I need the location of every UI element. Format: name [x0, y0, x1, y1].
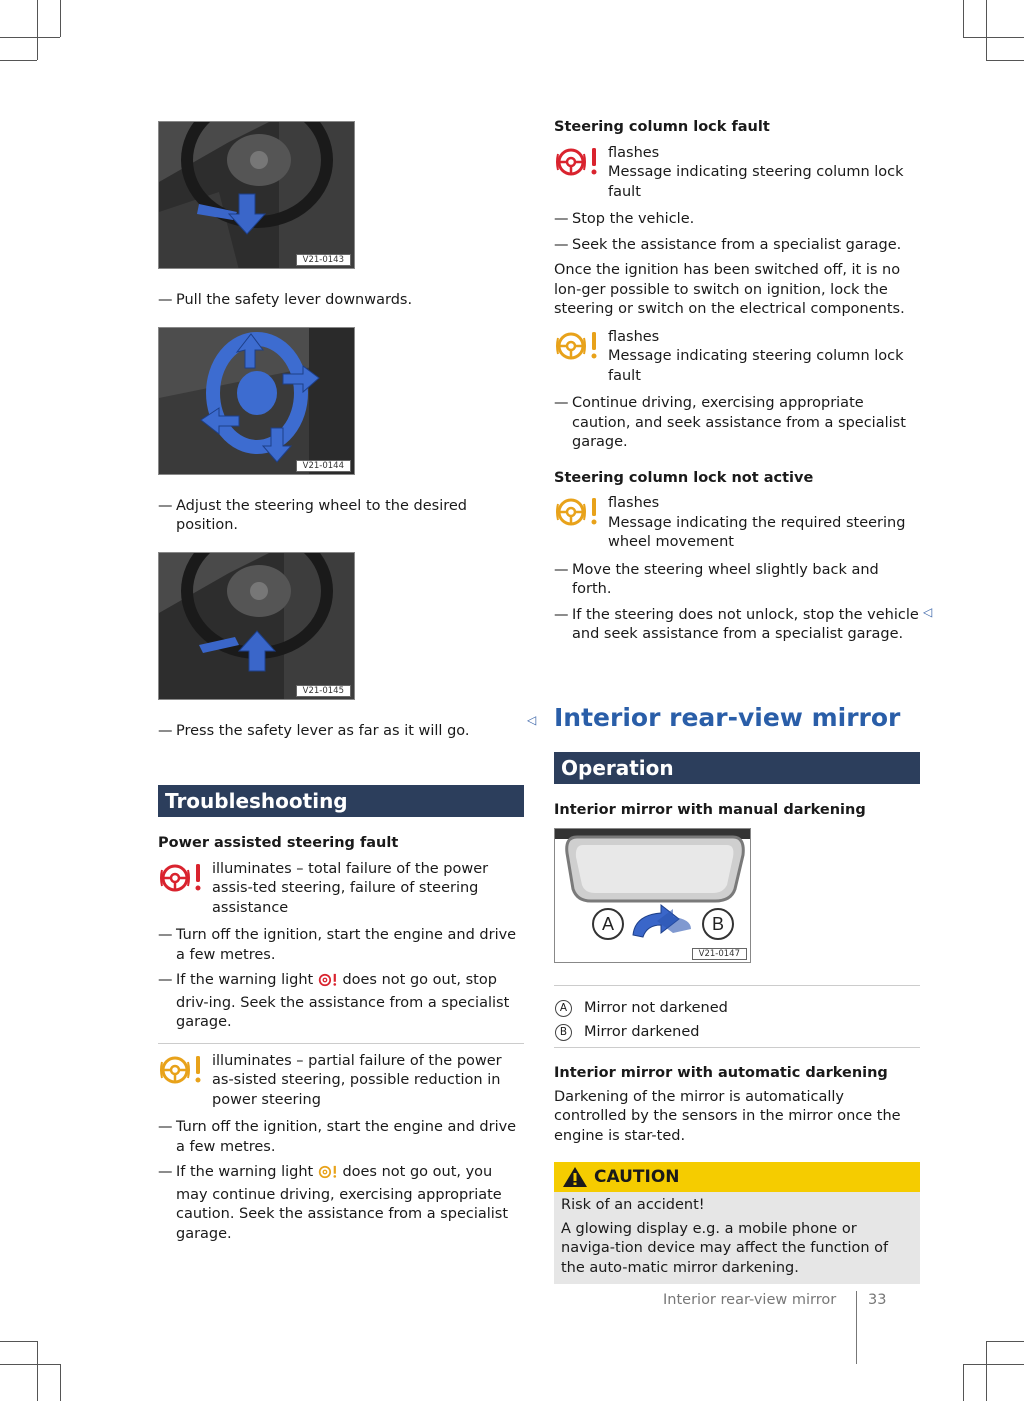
warning-flashes: flashes [608, 495, 660, 511]
step-item [158, 722, 524, 742]
footer-rule [856, 1291, 857, 1364]
steering-warning-yellow-icon [556, 330, 600, 369]
dash-bullet: — [554, 395, 569, 411]
end-marker-icon: ◁ [923, 605, 933, 619]
caution-line: Risk of an accident! [561, 1197, 705, 1213]
step-item [158, 291, 524, 311]
step-item [158, 497, 524, 536]
steering-warning-red-icon [318, 973, 338, 994]
figure-code: V21-0144 [296, 460, 351, 472]
caution-body [554, 1192, 920, 1284]
caution-line: A glowing display e.g. a mobile phone or naviga-tion device may affect the function of the auto-matic mirror darkening. [561, 1220, 889, 1276]
crop-mark [0, 60, 37, 61]
subhead-auto-darkening: Interior mirror with automatic darkening [554, 1065, 888, 1081]
step-text: Seek the assistance from a specialist garage. [572, 236, 902, 253]
crop-mark [963, 0, 964, 37]
dash-bullet: — [554, 236, 569, 253]
crop-mark [60, 1364, 61, 1401]
dash-bullet: — [554, 561, 569, 578]
step-item [554, 606, 920, 645]
warning-row-red [554, 144, 920, 203]
step-item [554, 561, 920, 600]
right-column [554, 118, 920, 1284]
warning-message: Message indicating steering column lock fault [608, 164, 904, 200]
caution-title: CAUTION [594, 1167, 680, 1187]
steering-adjust-figure [158, 327, 355, 475]
step-text: Continue driving, exercising appropriate caution, and seek assistance from a specialist garage. [572, 395, 906, 450]
warning-text: illuminates – total failure of the power assis-ted steering, failure of steering assistance [212, 860, 489, 916]
steering-warning-red-icon [160, 862, 204, 901]
warning-text: illuminates – partial failure of the power as-sisted steering, possible reduction in power steering [212, 1052, 502, 1108]
crop-mark [963, 37, 1024, 38]
step-item [554, 210, 920, 230]
step-text: Turn off the ignition, start the engine and drive a few metres. [176, 1119, 517, 1155]
warning-message: Message indicating steering column lock fault [608, 348, 904, 384]
caution-header [554, 1162, 920, 1192]
step-text: If the warning light [176, 1164, 314, 1180]
step-text: Move the steering wheel slightly back and forth. [572, 561, 879, 597]
steering-warning-yellow-icon [160, 1054, 204, 1093]
legend-key: A [555, 1000, 572, 1017]
dash-bullet: — [158, 972, 173, 988]
dash-bullet: — [554, 211, 569, 227]
divider [158, 1043, 524, 1111]
steering-warning-red-icon [556, 146, 600, 185]
caution-box [554, 1162, 920, 1284]
legend-key: B [555, 1024, 572, 1041]
subhead-power-steering-fault: Power assisted steering fault [158, 835, 399, 851]
footer-page-number: 33 [868, 1292, 887, 1308]
warning-row-red [158, 860, 524, 919]
crop-mark [963, 1364, 964, 1401]
crop-mark [37, 1341, 38, 1401]
steering-lever-down-figure [158, 121, 355, 269]
step-item [158, 1163, 524, 1244]
warning-row-yellow [554, 494, 920, 553]
mirror-figure [554, 828, 751, 963]
paragraph: Once the ignition has been switched off, it is no lon-ger possible to switch on ignition, lock the steering or switch on the electrical components. [554, 262, 905, 317]
step-item [554, 236, 920, 256]
step-text: Adjust the steering wheel to the desired position. [176, 497, 467, 533]
step-text: Stop the vehicle. [572, 211, 695, 227]
crop-mark [37, 0, 38, 60]
warning-flashes: flashes [608, 144, 660, 161]
dash-bullet: — [158, 292, 173, 308]
crop-mark [60, 0, 61, 37]
section-bar-operation: Operation [554, 752, 920, 784]
figure-code: V21-0145 [296, 685, 351, 697]
crop-mark [0, 37, 60, 38]
footer-section-name: Interior rear-view mirror [663, 1292, 837, 1308]
figure-label-a: A [601, 914, 615, 934]
crop-mark [0, 1364, 60, 1365]
warning-message: Message indicating the required steering wheel movement [608, 514, 906, 550]
legend-text: Mirror not darkened [584, 1000, 728, 1016]
step-text: If the warning light [176, 972, 314, 988]
dash-bullet: — [158, 497, 173, 514]
subhead-lock-fault: Steering column lock fault [554, 119, 770, 135]
auto-darkening-text: Darkening of the mirror is automatically controlled by the sensors in the mirror once the engine is star-ted. [554, 1088, 901, 1144]
step-text: Pull the safety lever downwards. [176, 292, 413, 308]
page-heading-mirror: Interior rear-view mirror [554, 702, 901, 732]
caution-triangle-icon [562, 1166, 588, 1188]
subhead-lock-not-active: Steering column lock not active [554, 469, 814, 486]
dash-bullet: — [158, 1119, 173, 1135]
warning-row-yellow [158, 1052, 524, 1111]
step-item [158, 1118, 524, 1157]
step-text: does not go out, stop driv-ing. Seek the assistance from a specialist garage. [176, 972, 510, 1030]
steering-warning-yellow-icon [556, 496, 600, 535]
step-text: Turn off the ignition, start the engine and drive a few metres. [176, 927, 517, 963]
figure-code: V21-0147 [692, 948, 747, 960]
section-bar-troubleshooting: Troubleshooting [158, 785, 524, 817]
dash-bullet: — [554, 606, 569, 623]
step-item [158, 971, 524, 1033]
step-text: If the steering does not unlock, stop the vehicle and seek assistance from a specialist garage. [572, 606, 919, 642]
legend-text: Mirror darkened [584, 1024, 700, 1040]
warning-row-yellow [554, 328, 920, 387]
end-marker-icon: ◁ [527, 713, 537, 727]
crop-mark [986, 1341, 987, 1401]
crop-mark [986, 1341, 1024, 1342]
legend-bottom-rule [554, 1047, 920, 1048]
steering-lever-up-figure [158, 552, 355, 700]
crop-mark [963, 1364, 1024, 1365]
legend-item [554, 996, 920, 1020]
figure-label-b: B [711, 914, 725, 934]
legend-top-rule [554, 985, 920, 996]
legend-item [554, 1020, 920, 1044]
step-item [554, 394, 920, 453]
crop-mark [986, 60, 1024, 61]
step-text: does not go out, you may continue driving, exercising appropriate caution. Seek the assistance from a specialist garage. [176, 1164, 509, 1242]
dash-bullet: — [158, 927, 173, 943]
left-column [158, 120, 524, 1250]
figure-code: V21-0143 [296, 254, 351, 266]
crop-mark [986, 0, 987, 60]
subhead-manual-darkening: Interior mirror with manual darkening [554, 801, 866, 818]
steering-warning-yellow-icon [318, 1165, 338, 1186]
step-text: Press the safety lever as far as it will go. [176, 722, 470, 739]
crop-mark [0, 1341, 37, 1342]
warning-flashes: flashes [608, 328, 660, 345]
dash-bullet: — [158, 722, 173, 739]
step-item [158, 926, 524, 965]
dash-bullet: — [158, 1164, 173, 1180]
